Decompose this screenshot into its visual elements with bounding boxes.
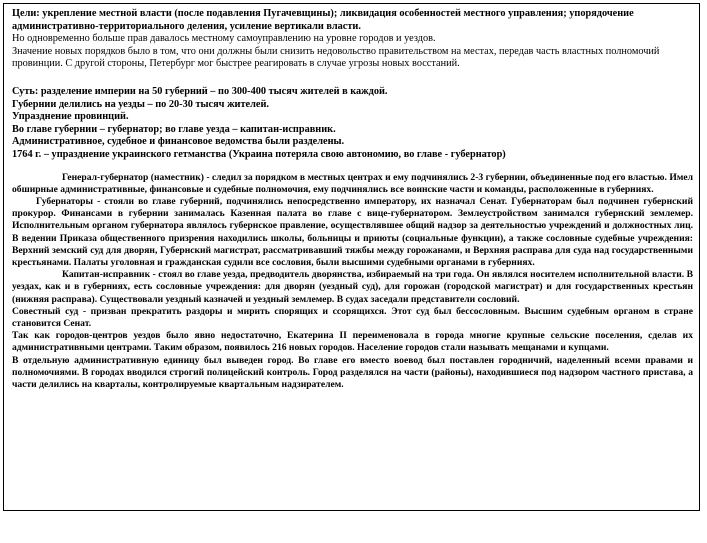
city-unit-paragraph: В отдельную административную единицу был выведен город. Во главе его вместо воевод был поставлен городничий, наделенный всеми правами и полномочиями. В городах вводился строгий полицейский контроль. Город разделялся на части (районы), находившиеся под надзором частного пристава, а части делились на кварталы, контролируемые квартальным надзирателем. bbox=[12, 354, 693, 390]
essence-line: Во главе губернии – губернатор; во главе уезда – капитан-исправник. bbox=[12, 123, 336, 135]
details-block bbox=[12, 172, 693, 392]
essence-block bbox=[12, 86, 693, 162]
governor-general-paragraph: Генерал-губернатор (наместник) - следил за порядком в местных центрах и ему подчинялись 2-3 губернии, объединенные под его властью. Имел обширные административные, финансовые и судебные полномочия, ему подчинялись все воинские части и команды, расположенные в губерниях. bbox=[12, 171, 693, 195]
goals-text: Цели: укрепление местной власти (после подавления Пугачевщины); ликвидация особенностей местного управления; упорядочение административно-территориального деления, усиление вертикали власти. bbox=[12, 8, 634, 32]
self-government-text: Но одновременно больше прав давалось местному самоуправлению на уровне городов и уездов. bbox=[12, 33, 436, 45]
essence-line: Административное, судебное и финансовое ведомства были разделены. bbox=[12, 136, 345, 148]
essence-line: Губернии делились на уезды – по 20-30 тысяч жителей. bbox=[12, 98, 269, 110]
ispravnik-paragraph: Капитан-исправник - стоял во главе уезда, предводитель дворянства, избираемый на три года. Он являлся носителем исполнительной власти. В уездах, как и в губерниях, есть сословные учреждения: для дворян (уездный суд), для горожан (городской магистрат) и для государственных крестьян (нижняя расправа). Существовали уездный казначей и уездный землемер. В судах заседали представители сословий. bbox=[12, 269, 693, 305]
intro-block bbox=[12, 8, 693, 71]
governors-paragraph: Губернаторы - стояли во главе губерний, подчинялись непосредственно императору, их назначал Сенат. Губернаторам был подчинен губернский прокурор. Финансами в губернии занималась Казенная палата во главе с вице-губернатором. Землеустройством занимался губернский землемер. Исполнительным органом губернатора являлось губернское правление, осуществлявшее общий надзор за деятельностью учреждений и должностных лиц. В ведении Приказа общественного призрения находились школы, больницы и приюты (социальные функции), а также сословные судебные учреждения: Верхний земский суд для дворян, Губернский магистрат, рассматривавший тяжбы между горожанами, и Верхняя расправа для суда над государственными крестьянами. Палаты уголовная и гражданская судили все сословия, были высшими судебными органами в губерниях. bbox=[12, 195, 693, 268]
new-cities-paragraph: Так как городов-центров уездов было явно недостаточно, Екатерина II переименовала в города многие крупные сельские поселения, сделав их административными центрами. Таким образом, появилось 216 новых городов. Население городов стали называть мещанами и купцами. bbox=[12, 330, 693, 354]
essence-line: 1764 г. – упразднение украинского гетманства (Украина потеряла свою автономию, во главе - губернатор) bbox=[12, 148, 506, 160]
essence-line: Упразднение провинций. bbox=[12, 111, 129, 123]
essence-line: Суть: разделение империи на 50 губерний – по 300-400 тысяч жителей в каждой. bbox=[12, 85, 388, 97]
meaning-text: Значение новых порядков было в том, что они должны были снизить недовольство правительством на местах, передав часть властных полномочий провинции. С другой стороны, Петербург мог быстрее реагировать в случае угрозы новых восстаний. bbox=[12, 45, 660, 70]
text-box bbox=[3, 3, 700, 511]
conscience-court-paragraph: Совестный суд - призван прекратить раздоры и мирить спорящих и ссорящихся. Этот суд был бессословным. Высшим судебным органом в стране становится Сенат. bbox=[12, 305, 693, 329]
